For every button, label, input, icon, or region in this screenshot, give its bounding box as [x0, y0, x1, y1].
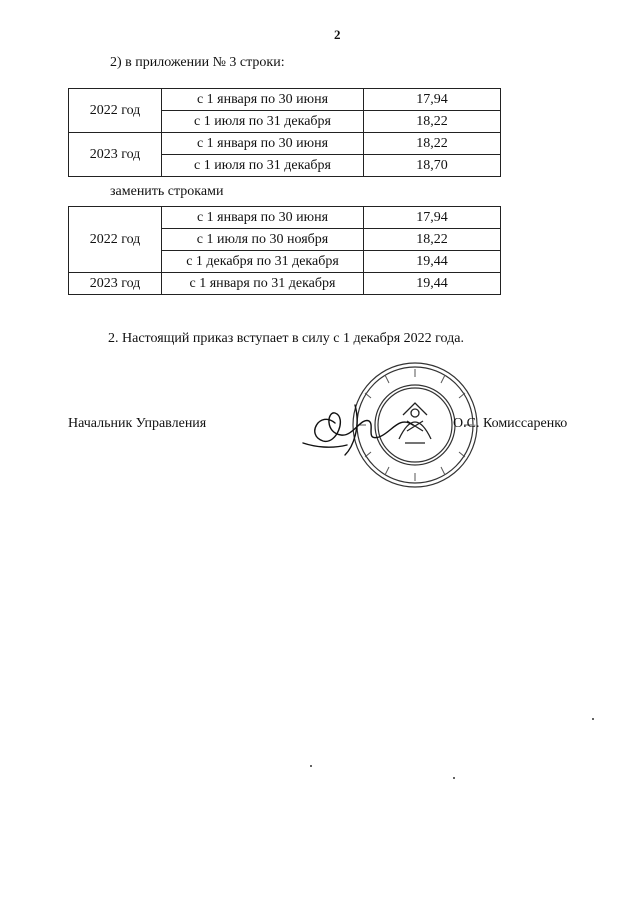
year-cell: 2023 год — [69, 273, 162, 295]
speck — [592, 718, 594, 720]
value-cell: 17,94 — [364, 207, 501, 229]
period-cell: с 1 января по 31 декабря — [162, 273, 364, 295]
effective-clause: 2. Настоящий приказ вступает в силу с 1 декабря 2022 года. — [108, 331, 464, 346]
value-cell: 18,22 — [364, 229, 501, 251]
value-cell: 18,70 — [364, 155, 501, 177]
page-number: 2 — [334, 27, 341, 42]
old-rates-table — [68, 88, 501, 177]
period-cell: с 1 июля по 30 ноября — [162, 229, 364, 251]
period-cell: с 1 июля по 31 декабря — [162, 111, 364, 133]
period-cell: с 1 января по 30 июня — [162, 133, 364, 155]
year-cell: 2022 год — [69, 207, 162, 273]
intro-text: 2) в приложении № 3 строки: — [110, 55, 285, 70]
period-cell: с 1 июля по 31 декабря — [162, 155, 364, 177]
value-cell: 18,22 — [364, 133, 501, 155]
new-rates-table — [68, 206, 501, 295]
period-cell: с 1 января по 30 июня — [162, 207, 364, 229]
year-cell: 2023 год — [69, 133, 162, 177]
year-cell: 2022 год — [69, 89, 162, 133]
value-cell: 18,22 — [364, 111, 501, 133]
value-cell: 19,44 — [364, 273, 501, 295]
value-cell: 17,94 — [364, 89, 501, 111]
value-cell: 19,44 — [364, 251, 501, 273]
speck — [453, 777, 455, 779]
period-cell: с 1 января по 30 июня — [162, 89, 364, 111]
speck — [310, 765, 312, 767]
replace-text: заменить строками — [110, 184, 224, 199]
table-row — [69, 207, 501, 229]
period-cell: с 1 декабря по 31 декабря — [162, 251, 364, 273]
signatory-title: Начальник Управления — [68, 416, 207, 431]
table-row — [69, 133, 501, 155]
signatory-name: О.С. Комиссаренко — [453, 416, 568, 431]
table-row — [69, 273, 501, 295]
table-row — [69, 89, 501, 111]
